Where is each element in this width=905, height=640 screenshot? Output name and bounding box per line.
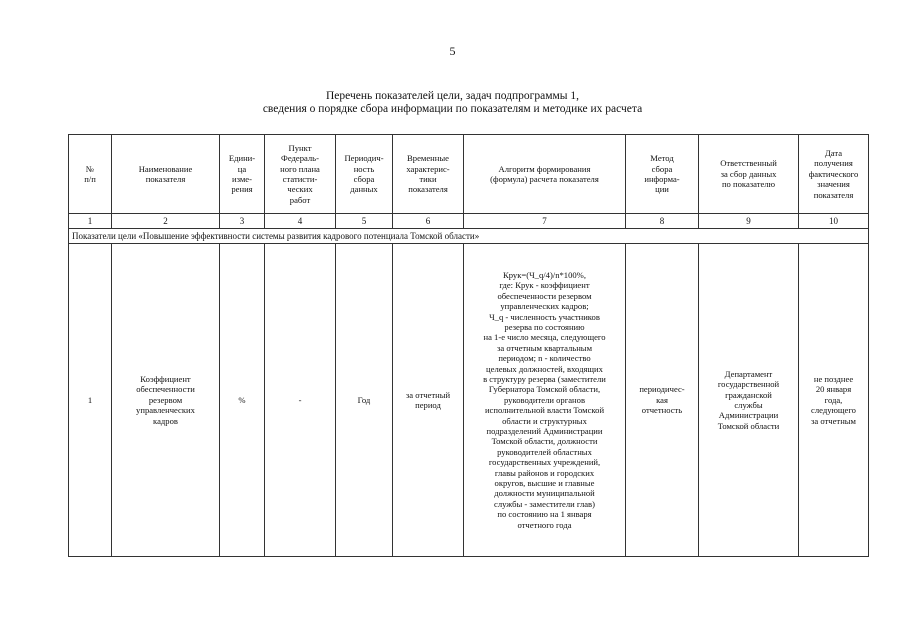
cell-line: рения	[231, 184, 253, 195]
column-number: 1	[69, 214, 112, 229]
cell-line: ческих	[287, 184, 313, 195]
column-number: 3	[220, 214, 265, 229]
cell-line: руководителей областных	[497, 446, 592, 457]
header-cell	[112, 135, 220, 214]
column-number: 7	[464, 214, 626, 229]
cell-line: изме-	[232, 174, 252, 184]
row-number: 1	[69, 244, 112, 557]
cell-line: Федераль-	[281, 153, 319, 164]
cell-line: должности муниципальной	[494, 488, 595, 499]
cell-line: отчетного года	[517, 519, 572, 530]
header-cell	[69, 135, 112, 214]
header-cell	[699, 135, 799, 214]
section-title: Показатели цели «Повышение эффективности системы развития кадрового потенциала Томской области»	[69, 229, 869, 244]
header-row	[69, 135, 869, 214]
cell-line: резервом	[148, 394, 183, 405]
cell-line: руководители органов	[503, 394, 586, 405]
cell-line: Временные	[407, 153, 449, 164]
cell-line: №	[85, 163, 95, 174]
column-number: 5	[336, 214, 393, 229]
cell-line: по показателю	[721, 179, 776, 190]
cell-line: показателя	[145, 174, 186, 184]
column-number-row	[69, 214, 869, 229]
cell-line: период	[415, 400, 441, 410]
cell-line: Метод	[650, 153, 674, 164]
table-row	[69, 244, 869, 557]
cell-line: периодом; n - количество	[498, 353, 591, 364]
column-number: 2	[112, 214, 220, 229]
column-number: 6	[393, 214, 464, 229]
cell-line: данных	[350, 184, 378, 195]
cell-line: Коэффициент	[140, 373, 191, 384]
cell-line: за отчетным	[811, 415, 856, 426]
cell-line: п/п	[84, 174, 96, 184]
cell-line: гражданской	[725, 389, 772, 400]
header-cell	[799, 135, 869, 214]
cell-line: не позднее	[813, 373, 854, 384]
cell-line: Наименование	[138, 163, 193, 174]
time-characteristic-cell	[393, 244, 464, 557]
cell-line: работ	[289, 194, 311, 205]
responsible-cell	[699, 244, 799, 557]
cell-line: исполнительной власти Томской	[484, 405, 605, 416]
header-cell	[336, 135, 393, 214]
cell-line: статисти-	[282, 174, 318, 184]
cell-line: получения	[814, 158, 853, 169]
cell-line: 20 января	[815, 384, 852, 395]
cell-line: ца	[237, 163, 247, 174]
cell-line: Периодич-	[344, 153, 384, 164]
cell-line: сбора	[651, 163, 673, 174]
cell-line: Едини-	[228, 153, 256, 164]
cell-line: года,	[824, 394, 843, 405]
cell-line: значения	[817, 179, 850, 190]
title-line: Перечень показателей цели, задач подпрограммы 1,	[325, 90, 580, 102]
unit-cell: %	[220, 244, 265, 557]
cell-line: за сбор данных	[720, 168, 777, 179]
indicators-table	[68, 134, 869, 557]
cell-line: на 1-е число месяца, следующего	[483, 332, 606, 343]
cell-line: целевых должностей, входящих	[486, 363, 603, 374]
method-cell	[626, 244, 699, 557]
column-number: 9	[699, 214, 799, 229]
header-cell	[220, 135, 265, 214]
cell-line: области и структурных	[502, 415, 587, 426]
cell-line: Администрации	[718, 410, 779, 421]
cell-line: за отчетным квартальным	[496, 342, 593, 353]
cell-line: Крук=(Ч_q/4)/n*100%,	[502, 269, 586, 280]
cell-line: по состоянию на 1 января	[497, 509, 592, 520]
cell-line: в структуру резерва (заместители	[483, 373, 606, 384]
cell-line: Томской области	[717, 420, 780, 431]
cell-line: Ответственный	[720, 158, 777, 169]
cell-line: характерис-	[406, 163, 450, 174]
cell-line: за отчетный	[405, 389, 451, 400]
cell-line: службы	[734, 400, 763, 410]
header-cell	[265, 135, 336, 214]
cell-line: отчетность	[641, 405, 683, 416]
cell-line: информа-	[644, 174, 680, 184]
date-cell	[799, 244, 869, 557]
title-line: сведения о порядке сбора информации по показателям и методике их расчета	[262, 103, 643, 115]
header-cell	[393, 135, 464, 214]
cell-line: Губернатора Томской области,	[488, 384, 601, 395]
header-cell	[464, 135, 626, 214]
cell-line: управленческих	[136, 405, 195, 416]
cell-line: Алгоритм формирования	[498, 163, 591, 174]
column-number: 10	[799, 214, 869, 229]
cell-line: ного плана	[280, 163, 320, 174]
cell-line: государственной	[717, 379, 780, 390]
cell-line: Пункт	[288, 142, 312, 153]
cell-line: сбора	[353, 174, 375, 184]
federal-plan-cell: -	[265, 244, 336, 557]
column-number: 4	[265, 214, 336, 229]
cell-line: Дата	[824, 147, 843, 158]
cell-line: показателя	[813, 189, 854, 200]
algorithm-cell	[464, 244, 626, 557]
cell-line: кая	[656, 394, 668, 405]
cell-line: следующего	[811, 405, 856, 416]
cell-line: управленческих кадров;	[500, 301, 589, 312]
indicator-name	[112, 244, 220, 557]
cell-line: округов, высшие и главные	[494, 478, 595, 489]
cell-line: резерва по состоянию	[504, 321, 585, 332]
section-row	[69, 229, 869, 244]
cell-line: главы районов и городских	[494, 467, 595, 478]
cell-line: периодичес-	[639, 384, 685, 395]
page-number: 5	[449, 44, 456, 58]
cell-line: показателя	[408, 184, 448, 195]
cell-line: фактического	[808, 168, 859, 179]
cell-line: Ч_q - численность участников	[489, 311, 600, 322]
cell-line: кадров	[153, 415, 178, 426]
cell-line: обеспеченности	[136, 384, 195, 395]
cell-line: государственных учреждений,	[488, 457, 601, 468]
cell-line: обеспеченности резервом	[497, 290, 592, 301]
cell-line: где: Крук - коэффициент	[499, 280, 590, 291]
cell-line: Томской области, должности	[491, 436, 598, 447]
header-cell	[626, 135, 699, 214]
column-number: 8	[626, 214, 699, 229]
periodicity-cell: Год	[336, 244, 393, 557]
table-title	[0, 90, 905, 116]
cell-line: подразделений Администрации	[486, 426, 603, 437]
cell-line: ции	[655, 184, 669, 195]
cell-line: (формула) расчета показателя	[490, 174, 599, 184]
cell-line: Департамент	[724, 368, 773, 379]
cell-line: службы - заместители глав)	[494, 498, 595, 509]
cell-line: ность	[353, 163, 375, 174]
cell-line: тики	[419, 174, 437, 184]
